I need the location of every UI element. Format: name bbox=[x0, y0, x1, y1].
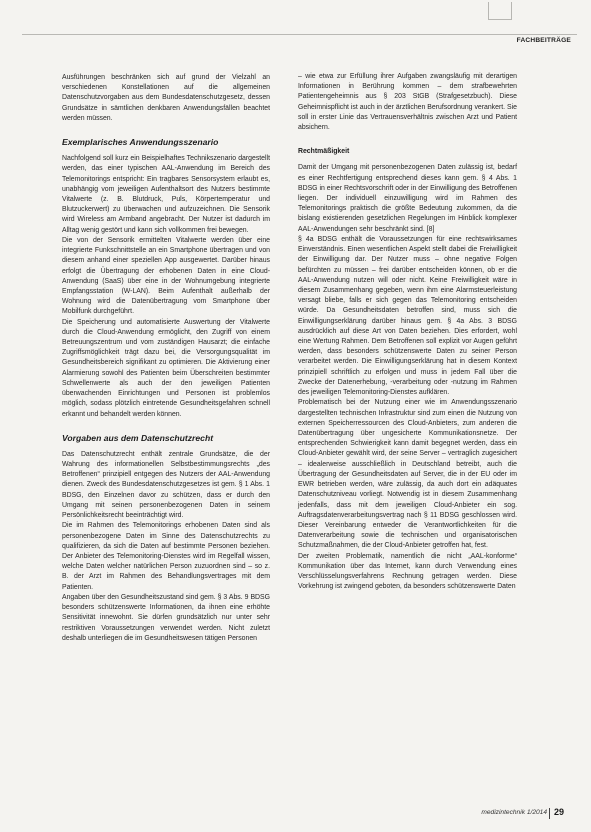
heading-anwendungsszenario: Exemplarisches Anwendungsszenario bbox=[62, 137, 219, 148]
left-column bbox=[62, 73, 270, 644]
left-paragraph-4: Das Datenschutzrecht enthält zentrale Grundsätze, die der Wahrung des informationellen Selbstbestimmungsrechts „des Betroffenen“ prinzipiell entgegen des Nutzers der AAL-Anwendung dienen. Zweck des Bundesdatenschutzgesetzes ist gem. § 1 Abs. 1 BDSG, den Einzelnen davor zu schützen, dass er durch den Umgang mit seinen personenbezogenen Daten in seinem Persönlichkeitsrecht beeinträchtigt wird. bbox=[62, 450, 270, 520]
right-paragraph-5: Der zweiten Problematik, namentlich die nicht „AAL-konforme“ Kommunikation über das Internet, kann durch Verwendung eines Verschlüsselungsverfahrens Rechnung getragen werden. Diese Vorkehrung ist zwingend geboten, da besonders schützenswerte Daten bbox=[298, 552, 517, 591]
left-intro-paragraph: Ausführungen beschränken sich auf grund der Vielzahl an verschiedenen Konstellationen auf die allgemeinen Datenschutzvorgaben aus dem Bundesdatenschutzgesetz, dessen Grundsätze in sämtlichen denkbaren Anwendungsfällen beachtet werden müssen. bbox=[62, 74, 270, 122]
right-paragraph-2: Damit der Umgang mit personenbezogenen Daten zulässig ist, bedarf es einer Rechtfertigung entsprechend dieses kann gem. § 4 Abs. 1 BDSG in einer Rechtsvorschrift oder in der Einwilligung des Betroffenen liegen. Der individuell einzuwilligung wird im Rahmen des Telemonitorings praktisch die größte Bedeutung zukommen, da die bislang existierenden gesetzlichen Regelungen im Hinblick komplexer AAL-Anwendungen sehr beschränkt sind. [8] bbox=[298, 164, 517, 233]
heading-datenschutzrecht: Vorgaben aus dem Datenschutzrecht bbox=[62, 432, 214, 443]
left-paragraph-5: Die im Rahmen des Telemonitorings erhobenen Daten sind als personenbezogene Daten im Sinne des Datenschutzrechts zu qualifizieren, da sich die Daten auf bestimmte Personen beziehen. Der Anbieter des Telemonitoring-Dienstes wird im Regelfall wissen, welche Daten welcher natürlichen Person zuzuordnen sind – so z. B. der Arzt im Rahmen des Behandlungsvertrages mit dem Patienten. bbox=[62, 522, 270, 591]
left-paragraph-1: Nachfolgend soll kurz ein Beispielhaftes Technikszenario dargestellt werden, das einer typischen AAL-Anwendung im Bereich des Telemonitorings entspricht: Ein tragbares Sensorsystem erlaubt es, unabhängig vom jeweiligen Aufenthaltsort des Nutzers bestimmte Vitalwerte (z. B. Blutdruck, Puls, Körpertemperatur und Blutzuckerwert) zu überwachen und aufzuzeichnen. Die Sensorik wird Wireless am Armband angebracht. Der Nutzer ist dadurch im Alltag wenig gestört und kann sich vollkommen frei bewegen. bbox=[62, 155, 270, 234]
header-rule bbox=[22, 34, 577, 35]
page-footer bbox=[0, 807, 591, 821]
left-paragraph-3: Die Speicherung und automatisierte Auswertung der Vitalwerte durch die Cloud-Anwendung ermöglicht, den Zugriff von einem Betreuungszentrum und vom zuständigen Hausarzt; die einfache Zugriffsmöglichkeit trägt dazu bei, die Versorgungsqualität im Gesundheitsbereich signifikant zu optimieren. Die Aktivierung einer Alarmierung sowohl des Patienten beim Überschreiten bestimmter Schwellenwerte als auch der den jeweiligen Patienten überwachenden Einrichtungen und Personen ist problemlos möglich, sodass plötzlich eintretende Gesundheitsgefahren schnell erkannt und behandelt werden können. bbox=[62, 318, 270, 418]
footer-divider bbox=[549, 808, 550, 819]
journal-issue: medizintechnik 1/2014 bbox=[481, 809, 547, 816]
right-column bbox=[298, 72, 517, 593]
right-paragraph-1: – wie etwa zur Erfüllung ihrer Aufgaben zwangsläufig mit derartigen Informationen in Berührung kommen – dem strafbewehrten Patientengeheimnis aus § 203 StGB (Strafgesetzbuch). Diese Geheimnispflicht ist auch in der ärztlichen Berufsordnung verankert. Sie soll in erster Linie das Vertrauensverhältnis zwischen Arzt und Patient absichern. bbox=[298, 73, 517, 132]
page-number: 29 bbox=[553, 807, 564, 817]
header-corner-mark bbox=[488, 2, 512, 20]
right-paragraph-4: Problematisch bei der Nutzung einer wie im Anwendungsszenario dargestellten technischen Infrastruktur sind zum einen die Nutzung von externen Speicherressourcen des Cloud-Anbieters, zum anderen die Datenübertragung über ungesicherte Kommunikationsnetze. Der entsprechenden Schwierigkeit kann damit begegnet werden, dass ein Cloud-Anbieter gewählt wird, der seine Server – vertraglich zugesichert – idealerweise ausschließlich in Deutschland betreibt, auch die Übertragung der Gesundheitsdaten auf Server, die in der EU oder im EWR betrieben werden, wäre zulässig, da auch dort ein adäquates Datenschutzniveau vorliegt. Notwendig ist in diesem Zusammenhang jedenfalls, dass mit dem jeweiligen Cloud-Anbieter ein sog. Auftragsdatenverarbeitungsvertrag nach § 11 BDSG geschlossen wird. Dieser Vereinbarung entweder die Verantwortlichkeiten für die Datenverarbeitung sowie die technischen und organisatorischen Schutzmaßnahmen, die der Cloud-Anbieter getroffen hat, fest. bbox=[298, 399, 517, 550]
right-paragraph-3: § 4a BDSG enthält die Voraussetzungen für eine rechtswirksames Einverständnis. Einen wesentlichen Aspekt stellt dabei die Freiwilligkeit der Einwilligung dar. Der Nutzer muss – ohne negative Folgen befürchten zu müssen – frei darüber entscheiden können, ob er die AAL-Anwendung nutzen will oder nicht. Keine Freiwilligkeit wäre in diesem Zusammenhang gegeben, wenn ihm eine Alarmsteuerleistung versagt bliebe, falls er sich gegen das Telemonitoring entscheiden würde. Da Gesundheitsdaten betroffen sind, muss sich die Einwilligungserklärung darüber hinaus gem. § 4a Abs. 3 BDSG ausdrücklich auf diese Art von Daten beziehen. Dies erfordert, wohl eine Wertung Rahmen. Dem Betroffenen soll explizit vor Augen geführt werden, dass besonders schützenswerte Daten zu seiner Person verarbeitet werden. Die Einwilligungserklärung hat in diesem Kontext prinzipiell schriftlich zu erfolgen und muss in jedem Fall über die Zwecke der Datenerhebung, -verarbeitung oder -nutzung im Rahmen des jeweiligen Telemonitoring-Dienstes aufklären. bbox=[298, 235, 517, 397]
left-paragraph-6: Angaben über den Gesundheitszustand sind gem. § 3 Abs. 9 BDSG besonders schützenswerte Informationen, da ihnen eine erhöhte Sensitivität innewohnt. Sie dürfen grundsätzlich nur unter sehr restriktiven Voraussetzungen verwendet werden. Nicht zuletzt deshalb unterliegen die im Gesundheitswesen tätigen Personen bbox=[62, 593, 270, 642]
left-paragraph-2: Die von der Sensorik ermittelten Vitalwerte werden über eine integrierte Funkschnittstelle an ein Smartphone übertragen und von diesem anhand einer speziellen App ausgewertet. Darüber hinaus erfolgt die Übertragung der erhobenen Daten in eine Cloud-Anwendung (SaaS) über eine in der Wohnumgebung integrierte Empfangsstation (W-LAN). Beim Aufenthalt außerhalb der Wohnung wird die Datenübertragung vom Smartphone über Mobilfunk durchgeführt. bbox=[62, 236, 270, 316]
section-label: FACHBEITRÄGE bbox=[516, 37, 571, 44]
heading-rechtmaessigkeit: Rechtmäßigkeit bbox=[298, 148, 350, 156]
